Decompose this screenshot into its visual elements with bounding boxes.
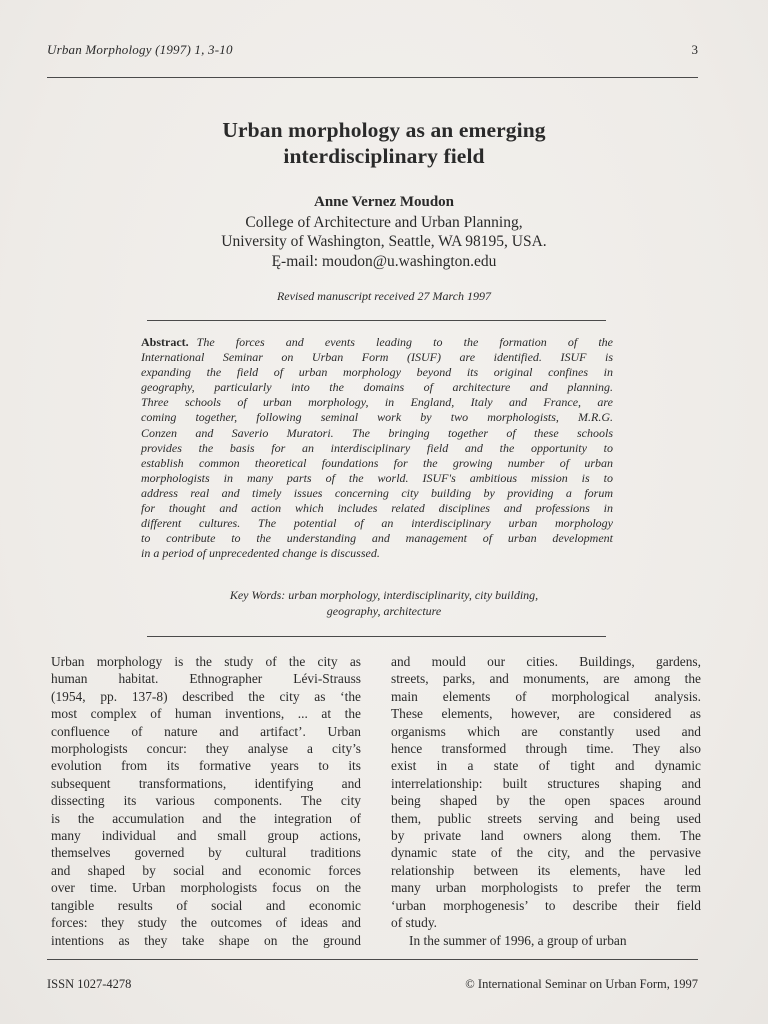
header-rule [47,77,698,78]
body-line: of study. [391,915,437,931]
body-line: and shaped by social and economic forces [51,862,361,878]
title-line-2: interdisciplinary field [283,144,485,168]
body-line: dissecting its various components. The city [51,793,361,809]
abstract-line: provides the basis for an interdisciplinary field and the opportunity to [141,440,613,455]
body-line: most complex of human inventions, ... at the [51,706,361,722]
issn: ISSN 1027-4278 [47,977,132,991]
body-line: (1954, pp. 137-8) described the city as ‘the [51,688,361,704]
body-line: dynamic state of the city, and the pervasive [391,845,701,861]
abstract-label: Abstract. [141,335,189,349]
copyright: © International Seminar on Urban Form, 1997 [465,977,698,991]
body-line: forces: they study the outcomes of ideas and [51,915,361,931]
body-line: intentions as they take shape on the ground [51,932,361,948]
abstract-line: coming together, following seminal work by two morphologists, M.R.G. [141,410,613,425]
page-number: 3 [691,42,698,57]
body-line: human habitat. Ethnographer Lévi-Strauss [51,671,361,687]
author-name: Anne Vernez Moudon [313,194,455,210]
abstract-line: address real and timely issues concerning city building by providing a forum [141,485,613,500]
body-line: tangible results of social and economic [51,897,361,913]
author-email: Ę-mail: moudon@u.washington.edu [271,252,497,270]
body-left-column [51,653,361,949]
body-line: confluence of nature and artifact’. Urban [51,723,361,739]
body-line: many urban morphologists to prefer the term [391,880,701,896]
body-line: many individual and small group actions, [51,828,361,844]
author-affiliation-1: College of Architecture and Urban Planning, [245,213,523,231]
abstract-line: morphologists in many parts of the world. ISUF's ambitious mission is to [141,470,613,485]
body-line: them, public streets serving and being used [391,810,701,826]
abstract-line: Conzen and Saverio Muratori. The bringing together of these schools [141,425,613,440]
body-line: interrelationship: built structures shaping and [391,775,701,791]
abstract-line: geography, particularly into the domains of architecture and planning. [141,380,613,395]
footer-rule [47,959,698,960]
author-affiliation-2: University of Washington, Seattle, WA 98195, USA. [221,233,547,250]
body-line: morphologists concur: they analyse a city’s [51,741,361,757]
abstract [141,335,613,561]
revised-date: Revised manuscript received 27 March 1997 [276,289,492,303]
body-line: evolution from its formative years to its [51,758,361,774]
abstract-line: expanding the field of urban morphology beyond its original confines in [141,365,613,380]
body-line: These elements, however, are considered as [391,706,701,722]
body-line: Urban morphology is the study of the city as [51,654,361,669]
journal-running-head: Urban Morphology (1997) 1, 3-10 [47,42,233,57]
body-line: subsequent transformations, identifying and [51,775,361,791]
body-line: In the summer of 1996, a group of urban [409,932,627,948]
title-line-1: Urban morphology as an emerging [222,118,546,142]
body-right-column [391,653,701,949]
body-line: hence transformed through time. They also [391,741,701,757]
body-line: streets, parks, and monuments, are among the [391,671,701,687]
body-line: exist in a state of tight and dynamic [391,758,701,774]
abstract-line: in a period of unprecedented change is discussed. [141,546,380,561]
body-line: and mould our cities. Buildings, gardens, [391,654,701,669]
body-line: by private land owners along them. The [391,828,701,844]
keywords-line-1: Key Words: urban morphology, interdisciplinarity, city building, [229,588,539,602]
abstract-bottom-rule [147,636,606,637]
keywords-line-2: geography, architecture [326,604,442,618]
abstract-line: for thought and action which includes related disciplines and professions in [141,501,613,516]
article-title [0,117,768,169]
body-line: is the accumulation and the integration of [51,810,361,826]
abstract-top-rule [147,320,606,321]
abstract-line: establish common theoretical foundations for the growing number of urban [141,455,613,470]
body-line: ‘urban morphogenesis’ to describe their field [391,897,701,913]
body-line: organisms which are constantly used and [391,723,701,739]
abstract-line: International Seminar on Urban Form (ISUF) are identified. ISUF is [141,350,613,365]
abstract-line: to contribute to the understanding and management of urban development [141,531,613,546]
author-block [0,193,768,271]
abstract-line: different cultures. The potential of an interdisciplinary urban morphology [141,516,613,531]
abstract-text: The forces and events leading to the formation of the [196,335,613,349]
abstract-line: Three schools of urban morphology, in England, Italy and France, are [141,395,613,410]
body-line: themselves governed by cultural traditions [51,845,361,861]
body-line: over time. Urban morphologists focus on the [51,880,361,896]
abstract-line [141,335,613,350]
keywords [0,587,768,619]
body-line: main elements of morphological analysis. [391,688,701,704]
body-line: relationship between its elements, have led [391,862,701,878]
body-line: being shaped by the open spaces around [391,793,701,809]
